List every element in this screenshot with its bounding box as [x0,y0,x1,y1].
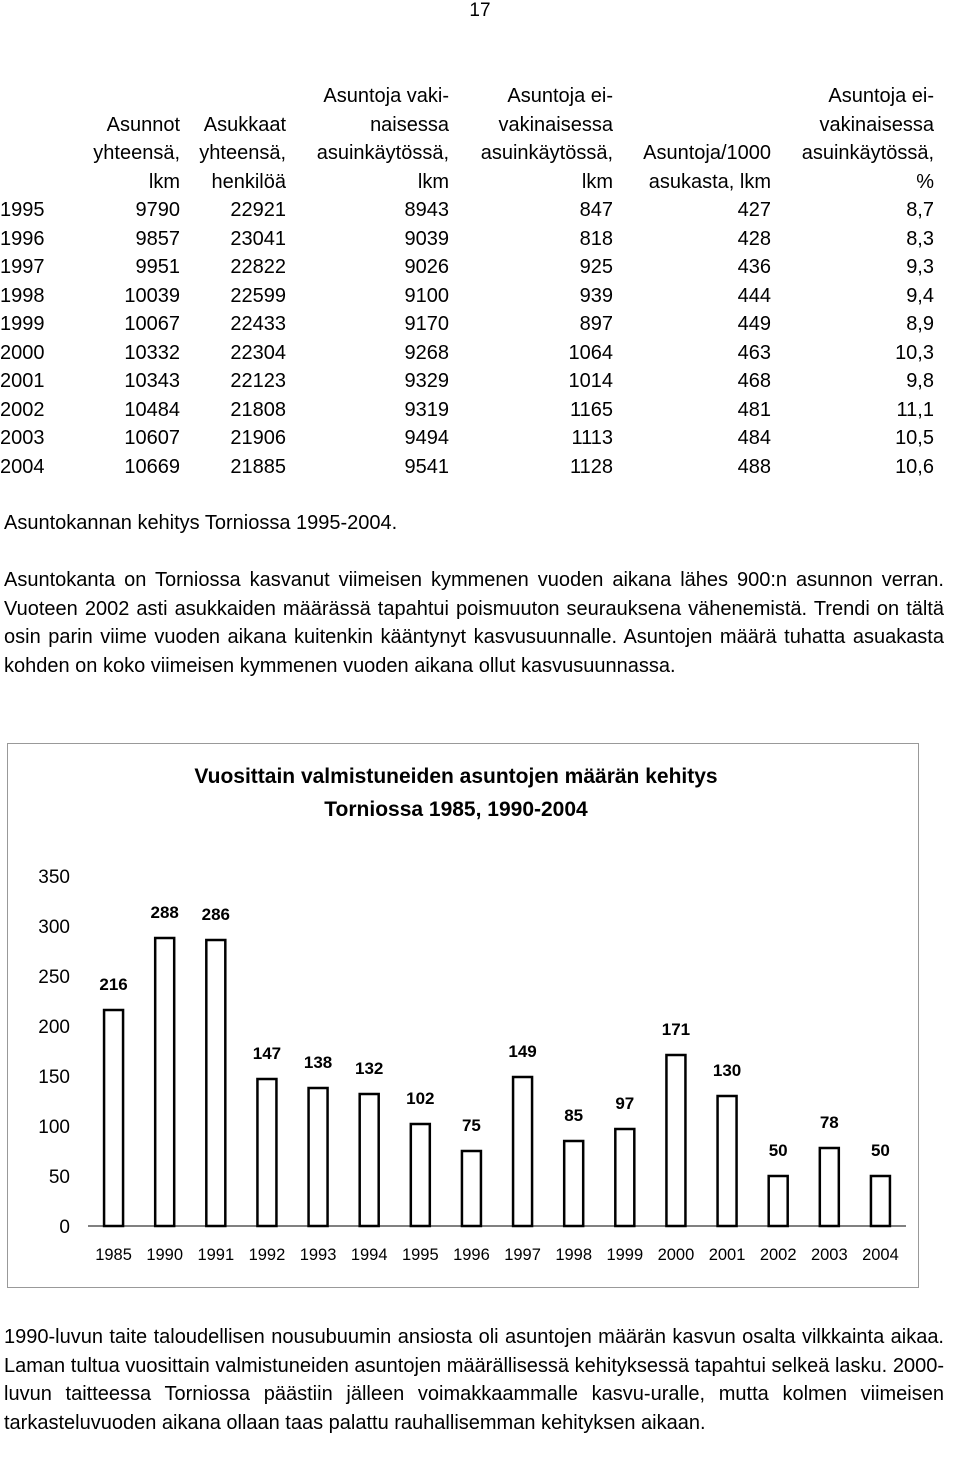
table-cell-permanent-use: 9494 [404,427,449,449]
data-label: 138 [303,1053,333,1072]
table-cell-nonpermanent-use: 925 [579,256,613,278]
x-tick-label: 2000 [657,1246,695,1264]
table-cell-dwellings-total: 10067 [124,313,180,335]
table-cell-year: 1995 [0,199,45,221]
table-cell-permanent-use: 9268 [404,341,449,364]
table-cell-year: 1996 [0,227,45,250]
data-label: 50 [870,1141,890,1160]
table-cell-per-1000: 468 [737,370,771,392]
chart-title [0,760,912,826]
table-cell-nonpermanent-use: 1128 [569,455,613,478]
table-header-permanent-use: Asuntoja vaki- naisessa asuinkäytössä, lkm [316,85,449,193]
table-cell-nonpermanent-use: 1014 [568,370,613,392]
table-cell-nonpermanent-percent: 11,1 [896,398,934,421]
data-label: 171 [661,1020,691,1039]
table-cell-nonpermanent-percent: 10,5 [895,427,934,449]
table-cell-year: 2000 [0,341,45,364]
table-header-per-1000: Asuntoja/1000 asukasta, lkm [643,142,771,193]
x-tick-label: 1994 [350,1246,388,1264]
table-cell-dwellings-total: 10607 [124,427,180,449]
table-cell-permanent-use: 9026 [404,256,449,278]
table-cell-dwellings-total: 9790 [135,199,180,221]
table-cell-year: 2001 [0,370,45,392]
data-label: 132 [355,1059,384,1078]
table-header-nonpermanent-use: Asuntoja ei- vakinaisessa asuinkäytössä, lkm [480,85,613,193]
chart-title-line-1: Vuosittain valmistuneiden asuntojen määrän kehitys [194,765,718,788]
y-tick-label: 350 [38,867,70,888]
table-cell-nonpermanent-use: 818 [579,227,613,250]
table-cell-nonpermanent-percent: 9,8 [906,370,934,392]
data-label: 147 [252,1044,282,1063]
table-cell-year: 2004 [0,455,45,478]
data-label: 288 [150,903,179,922]
table-cell-dwellings-total: 10332 [124,341,180,364]
table-cell-nonpermanent-percent: 9,3 [906,256,934,278]
table-cell-permanent-use: 9541 [404,455,449,478]
x-tick-label: 1996 [453,1246,490,1264]
table-cell-per-1000: 428 [737,227,771,250]
table-cell-residents-total: 22123 [230,370,286,392]
table-cell-residents-total: 21906 [230,427,286,449]
x-tick-label: 1992 [248,1246,286,1264]
x-tick-label: 1997 [504,1246,541,1264]
x-tick-label: 2001 [708,1246,746,1264]
x-tick-label: 1999 [606,1246,644,1264]
table-cell-year: 2003 [0,427,45,449]
table-cell-nonpermanent-percent: 10,6 [895,455,934,478]
table-cell-per-1000: 488 [737,455,771,478]
y-tick-label: 250 [38,967,70,988]
x-tick-label: 2004 [862,1246,899,1264]
table-row [0,225,934,254]
table-cell-per-1000: 484 [737,427,771,449]
table-row [0,424,934,453]
table-cell-dwellings-total: 10669 [124,455,180,478]
table-cell-year: 2002 [0,398,45,421]
table-row [0,310,934,339]
table-cell-permanent-use: 9319 [404,398,449,421]
x-tick-label: 2003 [810,1246,848,1264]
x-tick-label: 1991 [197,1246,235,1264]
table-cell-nonpermanent-percent: 8,9 [906,313,934,335]
table-cell-per-1000: 449 [737,313,771,335]
table-caption: Asuntokannan kehitys Torniossa 1995-2004. [4,512,398,534]
table-header-residents-total: Asukkaat yhteensä, henkilöä [199,113,286,193]
y-tick-label: 150 [38,1067,70,1088]
table-cell-dwellings-total: 9857 [135,227,180,250]
table-cell-per-1000: 444 [737,284,771,307]
paragraph-building-trend: 1990-luvun taite taloudellisen nousubuumin ansiosta oli asuntojen määrän kasvun osalta vilkkainta aikaa. Laman tultua vuosittain valmistuneiden asuntojen määrällisessä kehityksessä tapahtui selkeä lasku. 2000-luvun taitteessa Torniossa päästiin jälleen voimakkaammalle kasvu-uralle, mutta kolmen viimeisen tarkasteluvuoden aikana ollaan taas palattu rauhallisemman kehityksen aikaan. [4,1326,944,1434]
table-header-row [0,82,934,196]
table-header-year [0,82,56,196]
table-cell-permanent-use: 9170 [404,313,449,335]
table-cell-permanent-use: 9329 [404,370,449,392]
table-row [0,453,934,482]
table-cell-residents-total: 21885 [230,455,286,478]
y-tick-label: 200 [38,1017,70,1038]
x-tick-label: 1985 [95,1246,132,1264]
x-tick-label: 1995 [401,1246,439,1264]
table-row [0,282,934,311]
table-header-nonpermanent-percent: Asuntoja ei- vakinaisessa asuinkäytössä, % [801,85,934,193]
data-label: 286 [201,905,230,924]
table-cell-dwellings-total: 10343 [124,370,180,392]
table-row [0,196,934,225]
table-cell-nonpermanent-percent: 9,4 [906,284,934,307]
data-label: 130 [712,1061,742,1080]
table-cell-residents-total: 23041 [230,227,286,250]
table-row [0,367,934,396]
table-row [0,253,934,282]
data-label: 216 [99,975,128,994]
table-cell-nonpermanent-use: 1165 [569,398,613,421]
table-cell-nonpermanent-use: 1113 [571,427,613,449]
y-tick-label: 300 [38,917,70,938]
table-cell-residents-total: 22433 [230,313,286,335]
table-body [0,196,934,481]
table-cell-per-1000: 427 [737,199,771,221]
table-cell-per-1000: 436 [737,256,771,278]
chart-title-line-2: Torniossa 1985, 1990-2004 [324,798,588,821]
x-tick-label: 1990 [146,1246,184,1264]
y-tick-label: 50 [48,1167,70,1188]
table-row [0,339,934,368]
table-cell-year: 1999 [0,313,45,335]
table-cell-residents-total: 22822 [230,256,286,278]
table-row [0,396,934,425]
table-cell-permanent-use: 9039 [404,227,449,250]
table-cell-per-1000: 481 [737,398,771,421]
table-cell-permanent-use: 9100 [404,284,449,307]
data-label: 102 [406,1089,435,1108]
table-cell-residents-total: 22599 [230,284,286,307]
table-cell-dwellings-total: 9951 [135,256,180,278]
data-label: 75 [461,1116,481,1135]
table-cell-dwellings-total: 10039 [124,284,180,307]
data-label: 78 [819,1113,839,1132]
y-tick-label: 100 [38,1117,70,1138]
table-cell-residents-total: 21808 [230,398,286,421]
table-cell-nonpermanent-use: 939 [579,284,613,307]
paragraph-housing-stock: Asuntokanta on Torniossa kasvanut viimeisen kymmenen vuoden aikana lähes 900:n asunnon verran. Vuoteen 2002 asti asukkaiden määrässä tapahtui poismuuton seurauksena vähenemistä. Trendi on tältä osin parin viime vuoden aikana kuitenkin kääntynyt kasvusuunnalle. Asuntojen määrä tuhatta asuakasta kohden on koko viimeisen kymmenen vuoden aikana ollut kasvusuunnassa. [4,569,944,677]
page-number: 17 [469,0,491,21]
x-tick-label: 2002 [759,1246,797,1264]
data-label: 149 [508,1042,537,1061]
table-cell-residents-total: 22921 [230,199,286,221]
table-cell-residents-total: 22304 [230,341,286,364]
table-cell-year: 1997 [0,256,45,278]
x-tick-label: 1998 [555,1246,593,1264]
table-cell-nonpermanent-percent: 8,7 [906,199,934,221]
data-label: 50 [768,1141,788,1160]
table-cell-year: 1998 [0,284,45,307]
y-tick-label: 0 [59,1217,70,1238]
table-cell-nonpermanent-use: 897 [579,313,613,335]
table-cell-nonpermanent-percent: 8,3 [906,227,934,250]
table-cell-nonpermanent-use: 1064 [568,341,613,364]
table-cell-nonpermanent-percent: 10,3 [895,341,934,364]
x-tick-label: 1993 [299,1246,337,1264]
data-label: 85 [564,1106,584,1125]
table-header-dwellings-total: Asunnot yhteensä, lkm [93,113,180,193]
table-cell-dwellings-total: 10484 [124,398,180,421]
data-label: 97 [615,1094,635,1113]
table-cell-nonpermanent-use: 847 [579,199,613,221]
table-cell-per-1000: 463 [737,341,771,364]
table-cell-permanent-use: 8943 [404,199,449,221]
housing-stock-table [0,82,934,481]
